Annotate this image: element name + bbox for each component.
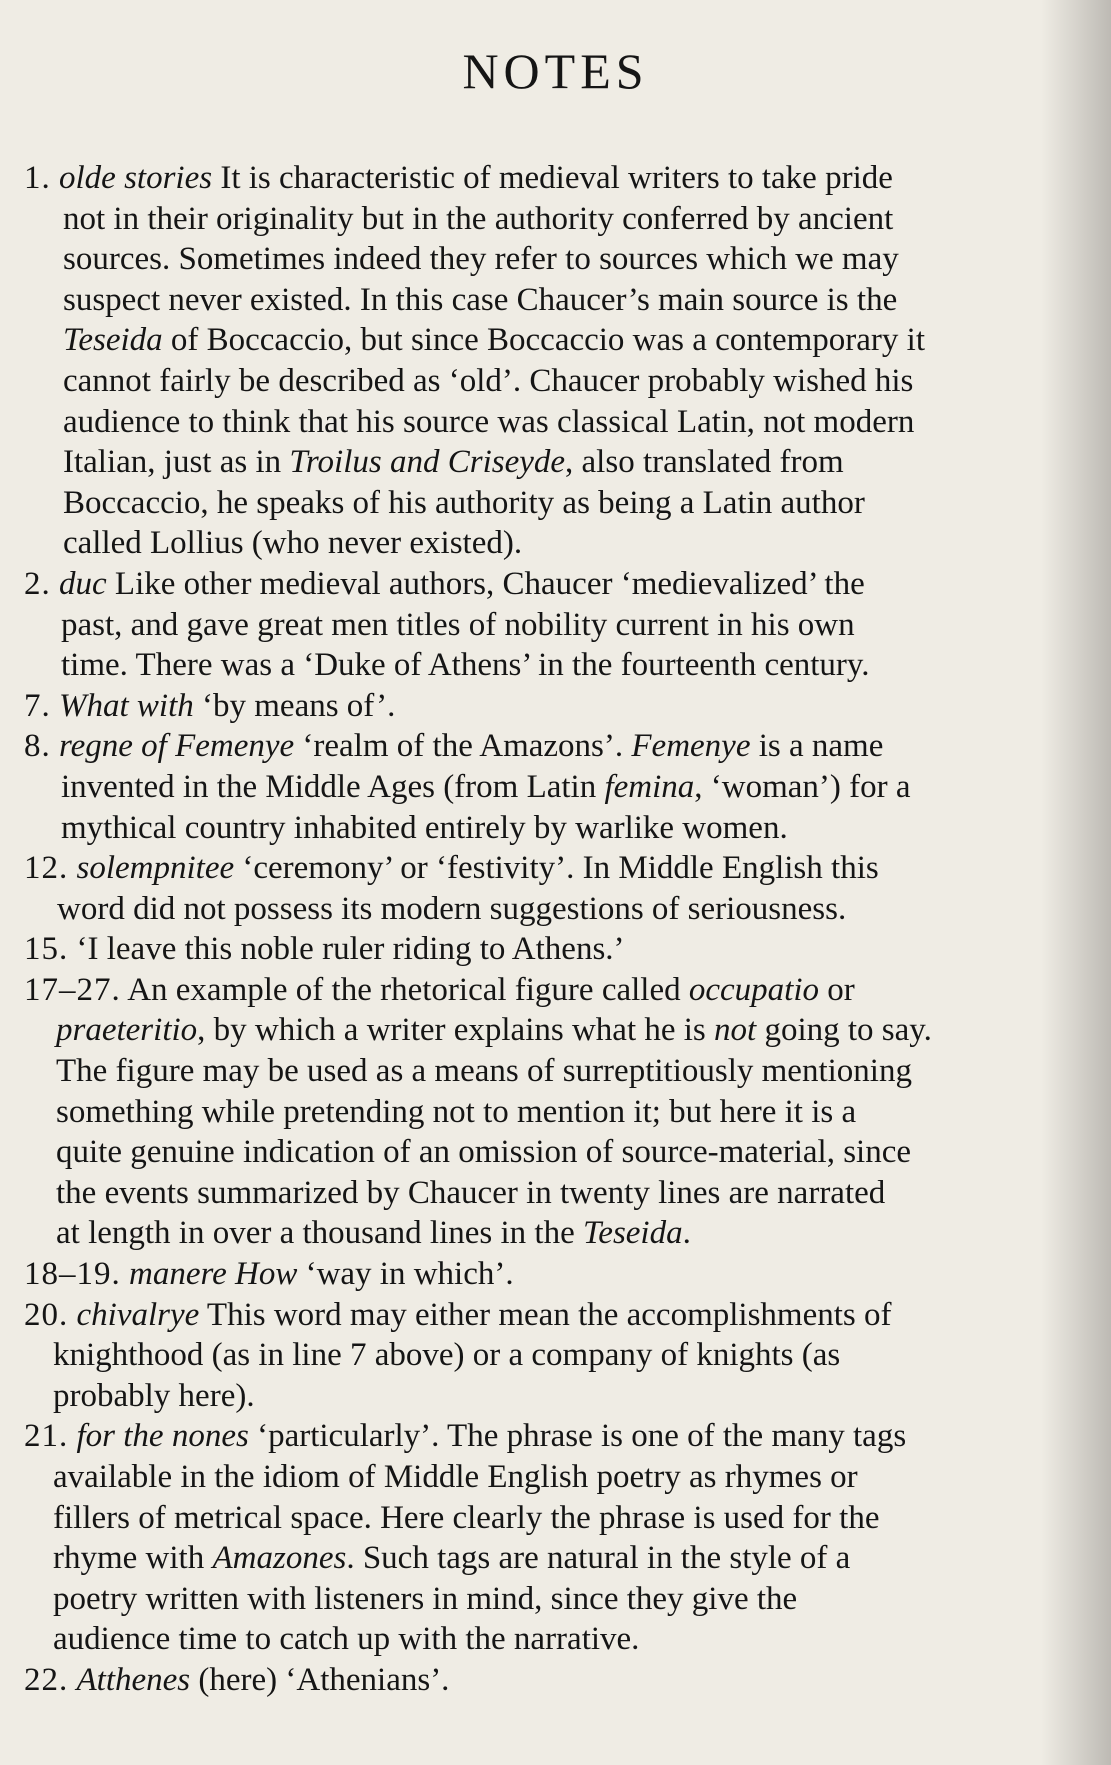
note-text: . — [682, 1215, 691, 1252]
note-text: audience to think that his source was classical Latin, not modern — [63, 403, 915, 440]
note-first-line — [24, 1295, 1069, 1336]
italic-term: Teseida — [582, 1215, 683, 1252]
note-text: called Lollius (who never existed). — [63, 525, 523, 562]
note-continuation-line — [57, 889, 1069, 930]
note-continuation-line — [56, 1092, 1069, 1133]
note-entry — [24, 929, 1069, 970]
note-text: Like other medieval authors, Chaucer ‘medievalized’ the — [106, 565, 865, 602]
note-text: . Such tags are natural in the style of a — [346, 1540, 851, 1577]
note-text: not in their originality but in the authority conferred by ancient — [63, 200, 894, 237]
note-continuation-line — [53, 1457, 1069, 1498]
note-first-line — [24, 1254, 1069, 1295]
note-continuation-line — [53, 1579, 1069, 1620]
italic-term: manere How — [129, 1256, 298, 1293]
note-continuation-line — [61, 767, 1069, 808]
italic-term: Femenye — [631, 728, 751, 765]
note-first-line — [24, 726, 1069, 767]
italic-term: femina — [604, 768, 695, 805]
note-continuation-line — [63, 442, 1069, 483]
note-text: ‘ceremony’ or ‘festivity’. In Middle English this — [234, 850, 879, 887]
note-line-reference: 7. — [24, 687, 51, 724]
note-entry — [24, 564, 1069, 686]
note-text: available in the idiom of Middle English poetry as rhymes or — [53, 1459, 858, 1495]
italic-term: praeteritio — [56, 1012, 198, 1049]
italic-term: Troilus and Criseyde — [289, 444, 566, 481]
note-continuation-line — [63, 280, 1069, 321]
note-continuation-line — [56, 1173, 1069, 1214]
note-entry — [24, 726, 1069, 848]
note-text: , by which a writer explains what he is — [197, 1012, 715, 1049]
note-text: the events summarized by Chaucer in twenty lines are narrated — [56, 1174, 886, 1211]
note-continuation-line — [56, 1051, 1069, 1092]
note-line-reference: 21. — [24, 1418, 69, 1455]
note-text: going to say. — [756, 1012, 932, 1049]
note-continuation-line — [61, 605, 1069, 646]
note-text: time. There was a ‘Duke of Athens’ in the fourteenth century. — [61, 647, 870, 684]
note-entry — [24, 1660, 1069, 1701]
note-text: An example of the rhetorical figure called — [127, 971, 689, 1008]
note-continuation-line — [53, 1376, 1069, 1417]
note-text: , also translated from — [565, 444, 844, 481]
italic-term: regne of Femenye — [59, 728, 295, 765]
note-text: of Boccaccio, but since Boccaccio was a contemporary it — [162, 322, 925, 359]
note-entry — [24, 970, 1069, 1254]
note-continuation-line — [63, 239, 1069, 280]
note-text: sources. Sometimes indeed they refer to sources which we may — [63, 241, 899, 278]
note-line-reference: 15. — [24, 931, 69, 968]
note-entry — [24, 848, 1069, 929]
note-continuation-line — [63, 402, 1069, 443]
note-text: ‘way in which’. — [297, 1256, 514, 1293]
note-text: , ‘woman’) for a — [694, 768, 911, 805]
note-line-reference: 1. — [24, 160, 51, 196]
note-text: something while pretending not to mention it; but here it is a — [56, 1093, 857, 1130]
note-text: fillers of metrical space. Here clearly the phrase is used for the — [53, 1499, 880, 1536]
note-first-line — [24, 686, 1069, 727]
italic-term: What with — [59, 687, 194, 724]
page-title: NOTES — [462, 43, 649, 99]
italic-term: Atthenes — [76, 1661, 191, 1698]
italic-term: Amazones — [212, 1540, 347, 1577]
note-text: knighthood (as in line 7 above) or a company of knights (as — [53, 1337, 841, 1374]
note-continuation-line — [61, 808, 1069, 849]
note-text: rhyme with — [53, 1540, 213, 1577]
note-continuation-line — [53, 1498, 1069, 1539]
note-line-reference: 22. — [24, 1661, 69, 1698]
note-continuation-line — [63, 523, 1069, 564]
note-line-reference: 2. — [24, 565, 51, 602]
note-line-reference: 20. — [24, 1296, 69, 1333]
italic-term: occupatio — [688, 971, 819, 1008]
italic-term: olde stories — [59, 160, 213, 196]
note-text: invented in the Middle Ages (from Latin — [61, 768, 605, 805]
note-first-line — [24, 848, 1069, 889]
note-first-line — [24, 564, 1069, 605]
note-entry — [24, 1254, 1069, 1295]
note-text: or — [819, 971, 855, 1008]
note-continuation-line — [53, 1619, 1069, 1660]
note-first-line — [24, 1416, 1069, 1457]
note-text: is a name — [750, 728, 884, 765]
note-line-reference: 17–27. — [24, 971, 121, 1008]
note-first-line — [24, 1660, 1069, 1701]
note-continuation-line — [53, 1538, 1069, 1579]
note-continuation-line — [56, 1132, 1069, 1173]
note-text: audience time to catch up with the narrative. — [53, 1621, 640, 1658]
note-text: past, and gave great men titles of nobility current in his own — [61, 606, 855, 643]
note-continuation-line — [56, 1213, 1069, 1254]
italic-term: not — [714, 1012, 757, 1049]
note-entry — [24, 686, 1069, 727]
note-text: (here) ‘Athenians’. — [190, 1661, 450, 1698]
italic-term: duc — [59, 565, 107, 602]
note-text: ‘I leave this noble ruler riding to Athens.’ — [76, 931, 625, 968]
note-continuation-line — [63, 361, 1069, 402]
note-continuation-line — [63, 199, 1069, 240]
note-continuation-line — [63, 483, 1069, 524]
note-text: cannot fairly be described as ‘old’. Chaucer probably wished his — [63, 362, 914, 399]
note-text: mythical country inhabited entirely by warlike women. — [61, 809, 788, 846]
note-text: ‘realm of the Amazons’. — [294, 728, 632, 765]
note-text: suspect never existed. In this case Chaucer’s main source is the — [63, 281, 898, 318]
note-text: It is characteristic of medieval writers to take pride — [212, 160, 893, 196]
note-line-reference: 12. — [24, 850, 69, 887]
note-text: word did not possess its modern suggestions of seriousness. — [57, 890, 847, 927]
italic-term: solempnitee — [76, 850, 235, 887]
note-text: poetry written with listeners in mind, since they give the — [53, 1580, 798, 1617]
note-line-reference: 8. — [24, 728, 51, 765]
note-entry — [24, 1416, 1069, 1660]
note-first-line — [24, 970, 1069, 1011]
note-text: ‘particularly’. The phrase is one of the many tags — [248, 1418, 907, 1455]
italic-term: for the nones — [76, 1418, 249, 1455]
note-continuation-line — [56, 1010, 1069, 1051]
note-text: ‘by means of’. — [193, 687, 396, 724]
note-text: This word may either mean the accomplishments of — [199, 1296, 892, 1333]
italic-term: Teseida — [63, 322, 163, 359]
note-text: The figure may be used as a means of surreptitiously mentioning — [56, 1053, 912, 1090]
note-continuation-line — [53, 1335, 1069, 1376]
note-line-reference: 18–19. — [24, 1256, 121, 1293]
note-text: probably here). — [53, 1377, 255, 1414]
note-continuation-line — [63, 320, 1069, 361]
note-first-line — [24, 158, 1069, 199]
notes-list — [24, 158, 1069, 1701]
note-text: quite genuine indication of an omission of source-material, since — [56, 1134, 912, 1171]
italic-term: chivalrye — [76, 1296, 200, 1333]
note-continuation-line — [61, 645, 1069, 686]
note-text: Boccaccio, he speaks of his authority as being a Latin author — [63, 484, 865, 521]
note-text: Italian, just as in — [63, 444, 290, 481]
note-first-line — [24, 929, 1069, 970]
note-entry — [24, 1295, 1069, 1417]
note-entry — [24, 158, 1069, 564]
note-text: at length in over a thousand lines in the — [56, 1215, 583, 1252]
